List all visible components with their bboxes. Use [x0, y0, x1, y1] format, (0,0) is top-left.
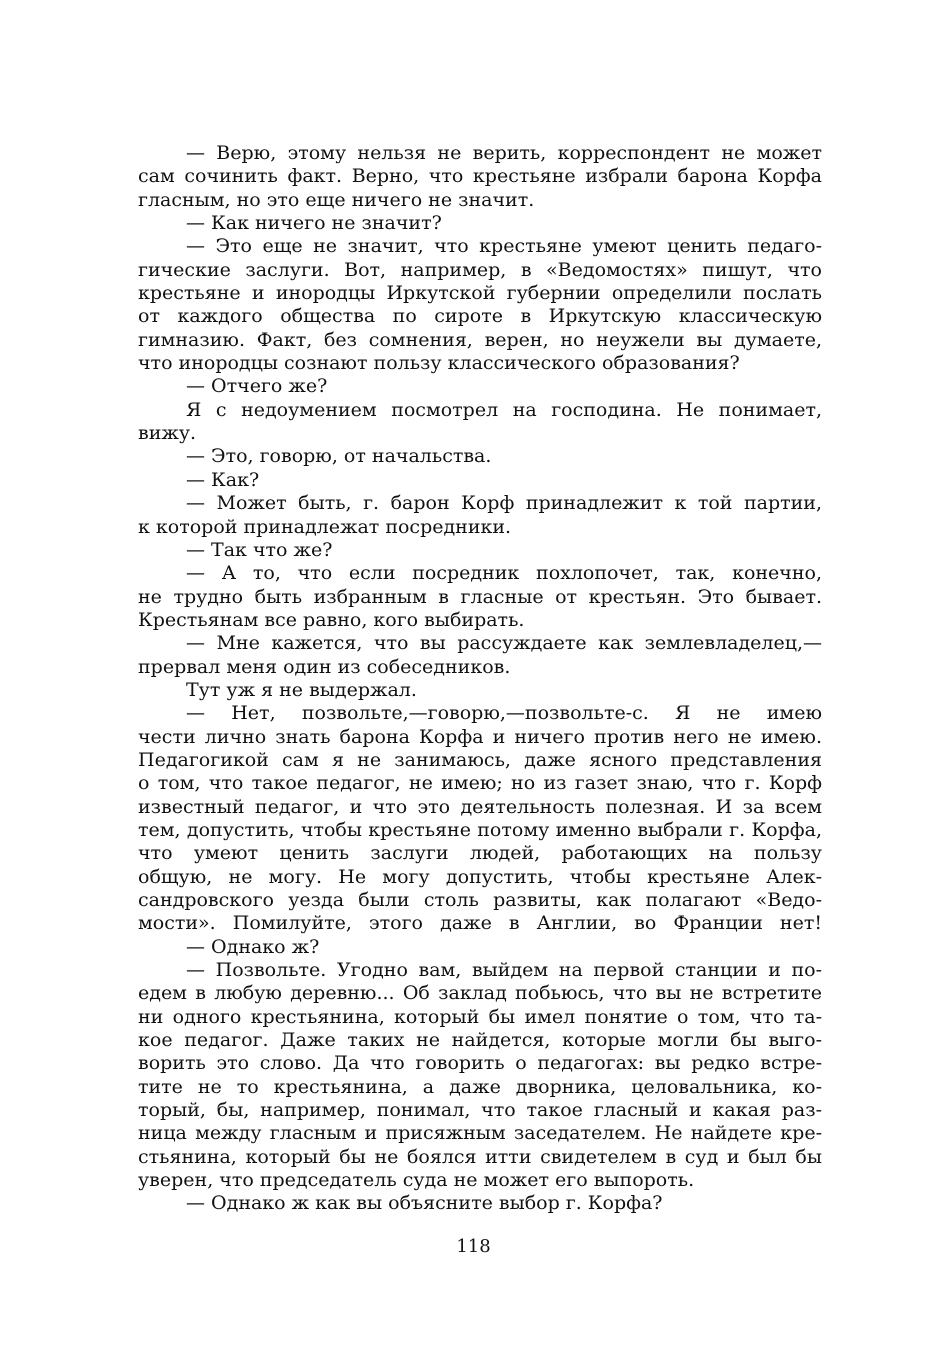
text-line: ворить это слово. Да что говорить о педагогах: вы редко встре-: [138, 1052, 822, 1075]
text-line: — Позвольте. Угодно вам, выйдем на первой станции и по-: [186, 959, 822, 982]
text-line: уверен, что председатель суда не может его выпороть.: [138, 1169, 695, 1192]
text-line: — Это, говорю, от начальства.: [186, 445, 492, 468]
text-line: прервал меня один из собеседников.: [138, 655, 511, 678]
text-line: не трудно быть избранным в гласные от крестьян. Это бывает.: [138, 585, 822, 608]
text-line: — Однако ж как вы объясните выбор г. Корфа?: [186, 1192, 663, 1215]
text-line: ница между гласным и присяжным заседателем. Не найдете кре-: [138, 1122, 822, 1145]
text-line: мости». Помилуйте, этого даже в Англии, во Франции нет!: [138, 912, 822, 935]
text-line: — Мне кажется, что вы рассуждаете как землевладелец,—: [186, 632, 822, 655]
text-line: — Так что же?: [186, 538, 333, 561]
text-line: вижу.: [138, 422, 197, 445]
text-line: что инородцы сознают пользу классического образования?: [138, 352, 740, 375]
text-line: Я с недоумением посмотрел на господина. Не понимает,: [186, 398, 822, 421]
text-line: торый, бы, например, понимал, что такое гласный и какая раз-: [138, 1099, 822, 1122]
text-line: кое педагог. Даже таких не найдется, которые могли бы выго-: [138, 1029, 822, 1052]
text-line: ни одного крестьянина, который бы имел понятие о том, что та-: [138, 1005, 822, 1028]
text-line: Тут уж я не выдержал.: [186, 678, 417, 701]
text-line: от каждого общества по сироте в Иркутскую классическую: [138, 305, 822, 328]
text-line: тите не то крестьянина, а даже дворника, целовальника, ко-: [138, 1075, 822, 1098]
text-line: — Верю, этому нельзя не верить, корреспондент не может: [186, 142, 822, 164]
text-line: — Это еще не значит, что крестьяне умеют ценить педаго-: [186, 235, 822, 258]
text-line: о том, что такое педагог, не имею; но из газет знаю, что г. Корф: [138, 772, 822, 795]
text-line: — Как ничего не значит?: [186, 212, 442, 235]
text-line: едем в любую деревню... Об заклад побьюсь, что вы не встретите: [138, 982, 822, 1005]
text-line: — А то, что если посредник похлопочет, так, конечно,: [186, 562, 822, 585]
text-line: — Однако ж?: [186, 935, 320, 958]
text-line: что умеют ценить заслуги людей, работающих на пользу: [138, 842, 822, 865]
text-line: — Нет, позвольте,—говорю,—позвольте-с. Я не имею: [186, 702, 822, 725]
text-line: тем, допустить, чтобы крестьяне потому именно выбрали г. Корфа,: [138, 818, 822, 841]
text-line: стьянина, который бы не боялся итти свидетелем в суд и был бы: [138, 1145, 822, 1168]
text-line: крестьяне и инородцы Иркутской губернии определили послать: [138, 282, 822, 305]
page-number: 118: [456, 1236, 491, 1257]
text-line: гласным, но это еще ничего не значит.: [138, 188, 535, 211]
text-line: — Может быть, г. барон Корф принадлежит к той партии,: [186, 492, 822, 515]
text-line: — Как?: [186, 468, 260, 491]
text-line: к которой принадлежат посредники.: [138, 515, 512, 538]
text-line: — Отчего же?: [186, 375, 328, 398]
page-text: [138, 142, 822, 1216]
text-line: гимназию. Факт, без сомнения, верен, но неужели вы думаете,: [138, 328, 822, 351]
text-line: чести лично знать барона Корфа и ничего против него не имею.: [138, 725, 822, 748]
text-line: Педагогикой сам я не занимаюсь, даже ясного представления: [138, 748, 822, 771]
text-line: общую, не могу. Не могу допустить, чтобы крестьяне Алек-: [138, 865, 822, 888]
text-line: известный педагог, и что это деятельность полезная. И за всем: [138, 795, 822, 818]
text-line: сандровского уезда были столь развиты, как полагают «Ведо-: [138, 889, 822, 911]
text-line: Крестьянам все равно, кого выбирать.: [138, 608, 525, 631]
text-line: сам сочинить факт. Верно, что крестьяне избрали барона Корфа: [138, 165, 822, 188]
text-line: гические заслуги. Вот, например, в «Ведомостях» пишут, что: [138, 258, 822, 281]
